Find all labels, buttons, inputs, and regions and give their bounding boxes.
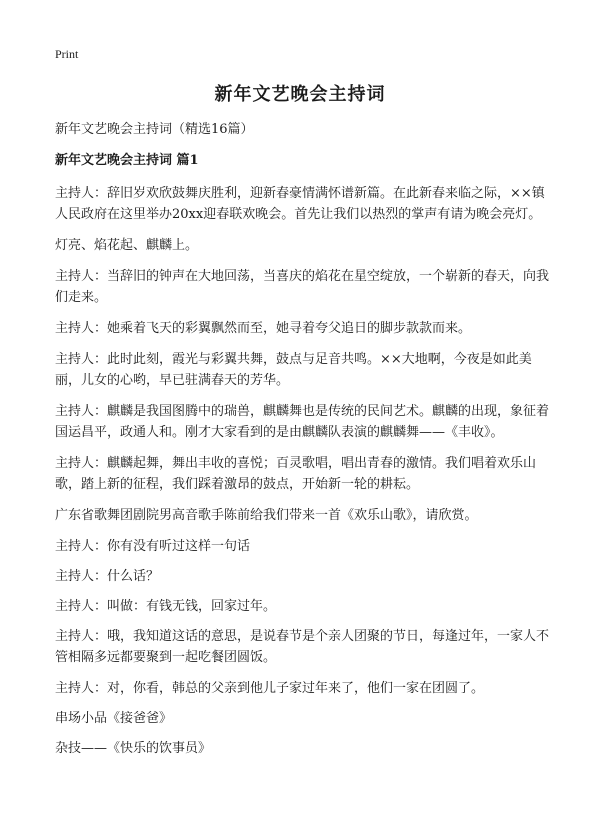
- section-heading: 新年文艺晚会主持词 篇1: [55, 153, 199, 168]
- paragraph: 主持人：当辞旧的钟声在大地回荡，当喜庆的焰花在星空绽放，一个崭新的春天，向我们走来。: [55, 269, 550, 305]
- paragraph: 主持人：她乘着飞天的彩翼飘然而至，她寻着夸父追日的脚步款款而来。: [55, 321, 472, 336]
- document-body: [55, 119, 555, 768]
- document-intro: 新年文艺晚会主持词（精选16篇）: [55, 122, 254, 137]
- page-title: 新年文艺晚会主持词: [214, 84, 386, 105]
- paragraph: 主持人：此时此刻，霞光与彩翼共舞，鼓点与足音共鸣。××大地啊，今夜是如此美丽，儿女的心哟，早已驻满春天的芳华。: [55, 352, 532, 388]
- paragraph: 灯亮、焰花起、麒麟上。: [55, 238, 199, 253]
- paragraph: 主持人：麒麟是我国图腾中的瑞兽，麒麟舞也是传统的民间艺术。麒麟的出现，象征着国运昌平，政通人和。刚才大家看到的是由麒麟队表演的麒麟舞——《丰收》。: [55, 404, 550, 440]
- paragraph: 主持人：哦，我知道这话的意思，是说春节是个亲人团聚的节日，每逢过年，一家人不管相隔多远都要聚到一起吃餐团圆饭。: [55, 629, 550, 665]
- paragraph: 串场小品《接爸爸》: [55, 711, 173, 726]
- paragraph: 主持人：你有没有听过这样一句话: [55, 539, 251, 554]
- paragraph: 主持人：麒麟起舞，舞出丰收的喜悦；百灵歌唱，唱出青春的激情。我们唱着欢乐山歌，踏上新的征程，我们踩着激昂的鼓点，开始新一轮的耕耘。: [55, 456, 537, 492]
- paragraph: 广东省歌舞团剧院男高音歌手陈前给我们带来一首《欢乐山歌》，请欣赏。: [55, 508, 478, 523]
- paragraph: 主持人：什么话？: [55, 569, 160, 584]
- paragraph: 杂技——《快乐的饮事员》: [55, 741, 212, 756]
- print-link[interactable]: Print: [55, 47, 79, 61]
- paragraph: 主持人：对，你看，韩总的父亲到他儿子家过年来了，他们一家在团圆了。: [55, 681, 485, 696]
- paragraph: 主持人：辞旧岁欢欣鼓舞庆胜利，迎新春豪情满怀谱新篇。在此新春来临之际，××镇人民政府在这里举办20xx迎春联欢晚会。首先让我们以热烈的掌声有请为晚会亮灯。: [55, 186, 545, 222]
- paragraph: 主持人：叫做：有钱无钱，回家过年。: [55, 599, 277, 614]
